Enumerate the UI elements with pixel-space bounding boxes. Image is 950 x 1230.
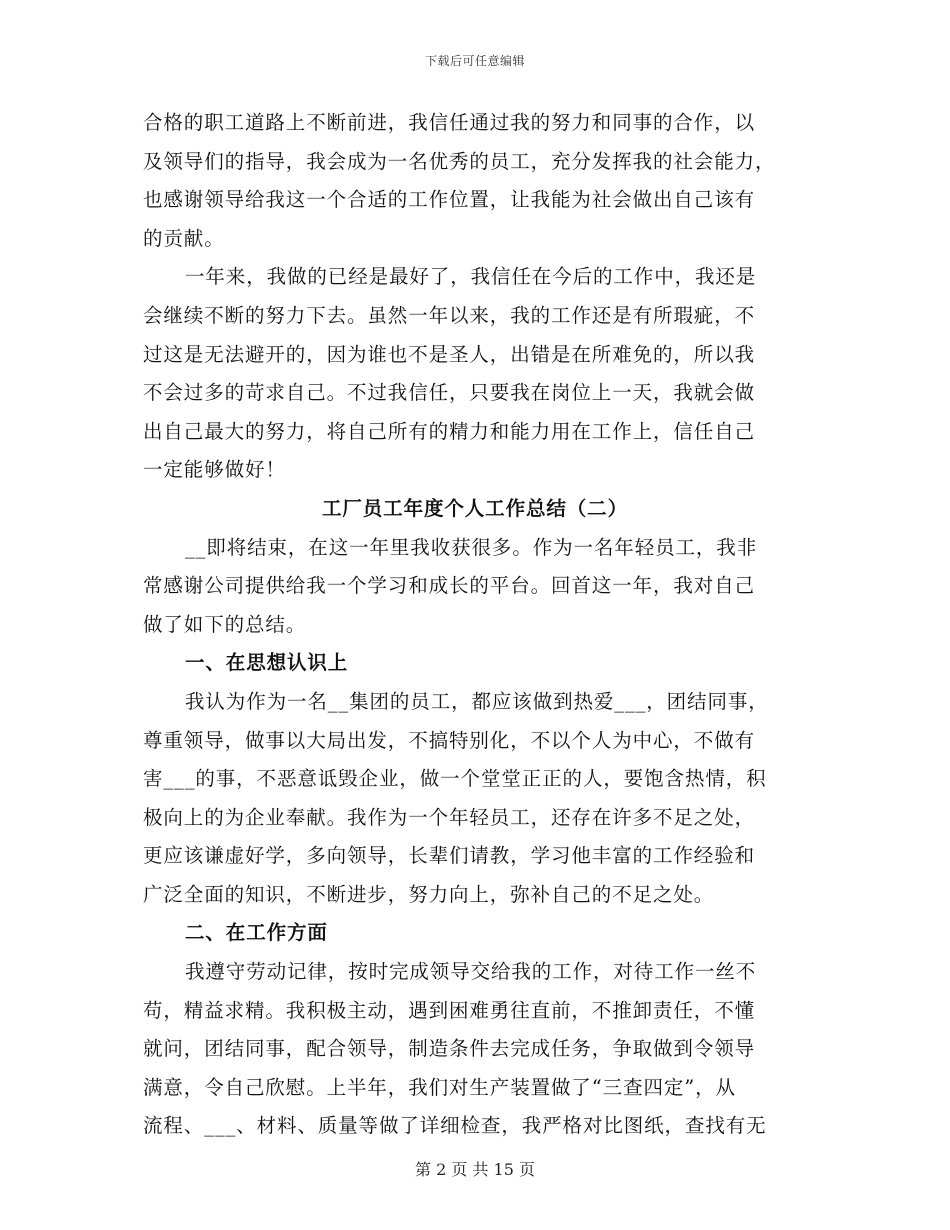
text-line: 就问，团结同事，配合领导，制造条件去完成任务，争取做到令领导 [143, 1037, 756, 1061]
page-footer: 第 2 页 共 15 页 [415, 1160, 535, 1179]
text-line: 常感谢公司提供给我一个学习和成长的平台。回首这一年，我对自己 [143, 574, 756, 598]
paragraph-start-line: 我遵守劳动记律，按时完成领导交给我的工作，对待工作一丝不 [185, 960, 757, 984]
text-line: 及领导们的指导，我会成为一名优秀的员工，充分发挥我的社会能力， [143, 149, 776, 173]
text-line: 做了如下的总结。 [143, 612, 307, 636]
text-line: 也感谢领导给我这一个合适的工作位置，让我能为社会做出自己该有 [143, 188, 756, 212]
subheading-work: 二、在工作方面 [185, 921, 328, 945]
text-line: 尊重领导，做事以大局出发，不搞特别化，不以个人为中心，不做有 [143, 728, 756, 752]
paragraph-start-line: 一年来，我做的已经是最好了，我信任在今后的工作中，我还是 [185, 265, 757, 289]
text-line: 过这是无法避开的，因为谁也不是圣人，出错是在所难免的，所以我 [143, 342, 756, 366]
document-body [143, 104, 807, 1146]
text-line: 会继续不断的努力下去。虽然一年以来，我的工作还是有所瑕疵，不 [143, 303, 756, 327]
text-line: 满意，令自己欣慰。上半年，我们对生产装置做了“三查四定”，从 [143, 1075, 736, 1099]
text-line: 广泛全面的知识，不断进步，努力向上，弥补自己的不足之处。 [143, 882, 715, 906]
text-line: 流程、___、材料、质量等做了详细检查，我严格对比图纸，查找有无 [143, 1114, 767, 1138]
paragraph-start-line: __即将结束，在这一年里我收获很多。作为一名年轻员工，我非 [185, 535, 758, 559]
text-line: 合格的职工道路上不断前进，我信任通过我的努力和同事的合作，以 [143, 111, 756, 134]
paragraph-start-line: 我认为作为一名__集团的员工，都应该做到热爱___，团结同事， [185, 689, 769, 713]
text-line: 不会过多的苛求自己。不过我信任，只要我在岗位上一天，我就会做 [143, 381, 756, 405]
text-line: 一定能够做好！ [143, 458, 286, 482]
subheading-ideology: 一、在思想认识上 [185, 651, 349, 675]
text-line: 害___的事，不恶意诋毁企业，做一个堂堂正正的人，要饱含热情，积 [143, 767, 767, 791]
text-line: 更应该谦虚好学，多向领导，长辈们请教，学习他丰富的工作经验和 [143, 844, 756, 868]
text-line: 苟，精益求精。我积极主动，遇到困难勇往直前，不推卸责任，不懂 [143, 998, 756, 1022]
text-line: 的贡献。 [143, 226, 225, 250]
page-header: 下载后可任意编辑 [424, 54, 525, 68]
text-line: 出自己最大的努力，将自己所有的精力和能力用在工作上，信任自己 [143, 419, 756, 443]
section-title: 工厂员工年度个人工作总结（二） [321, 496, 628, 520]
text-line: 极向上的为企业奉献。我作为一个年轻员工，还存在许多不足之处， [143, 805, 756, 829]
